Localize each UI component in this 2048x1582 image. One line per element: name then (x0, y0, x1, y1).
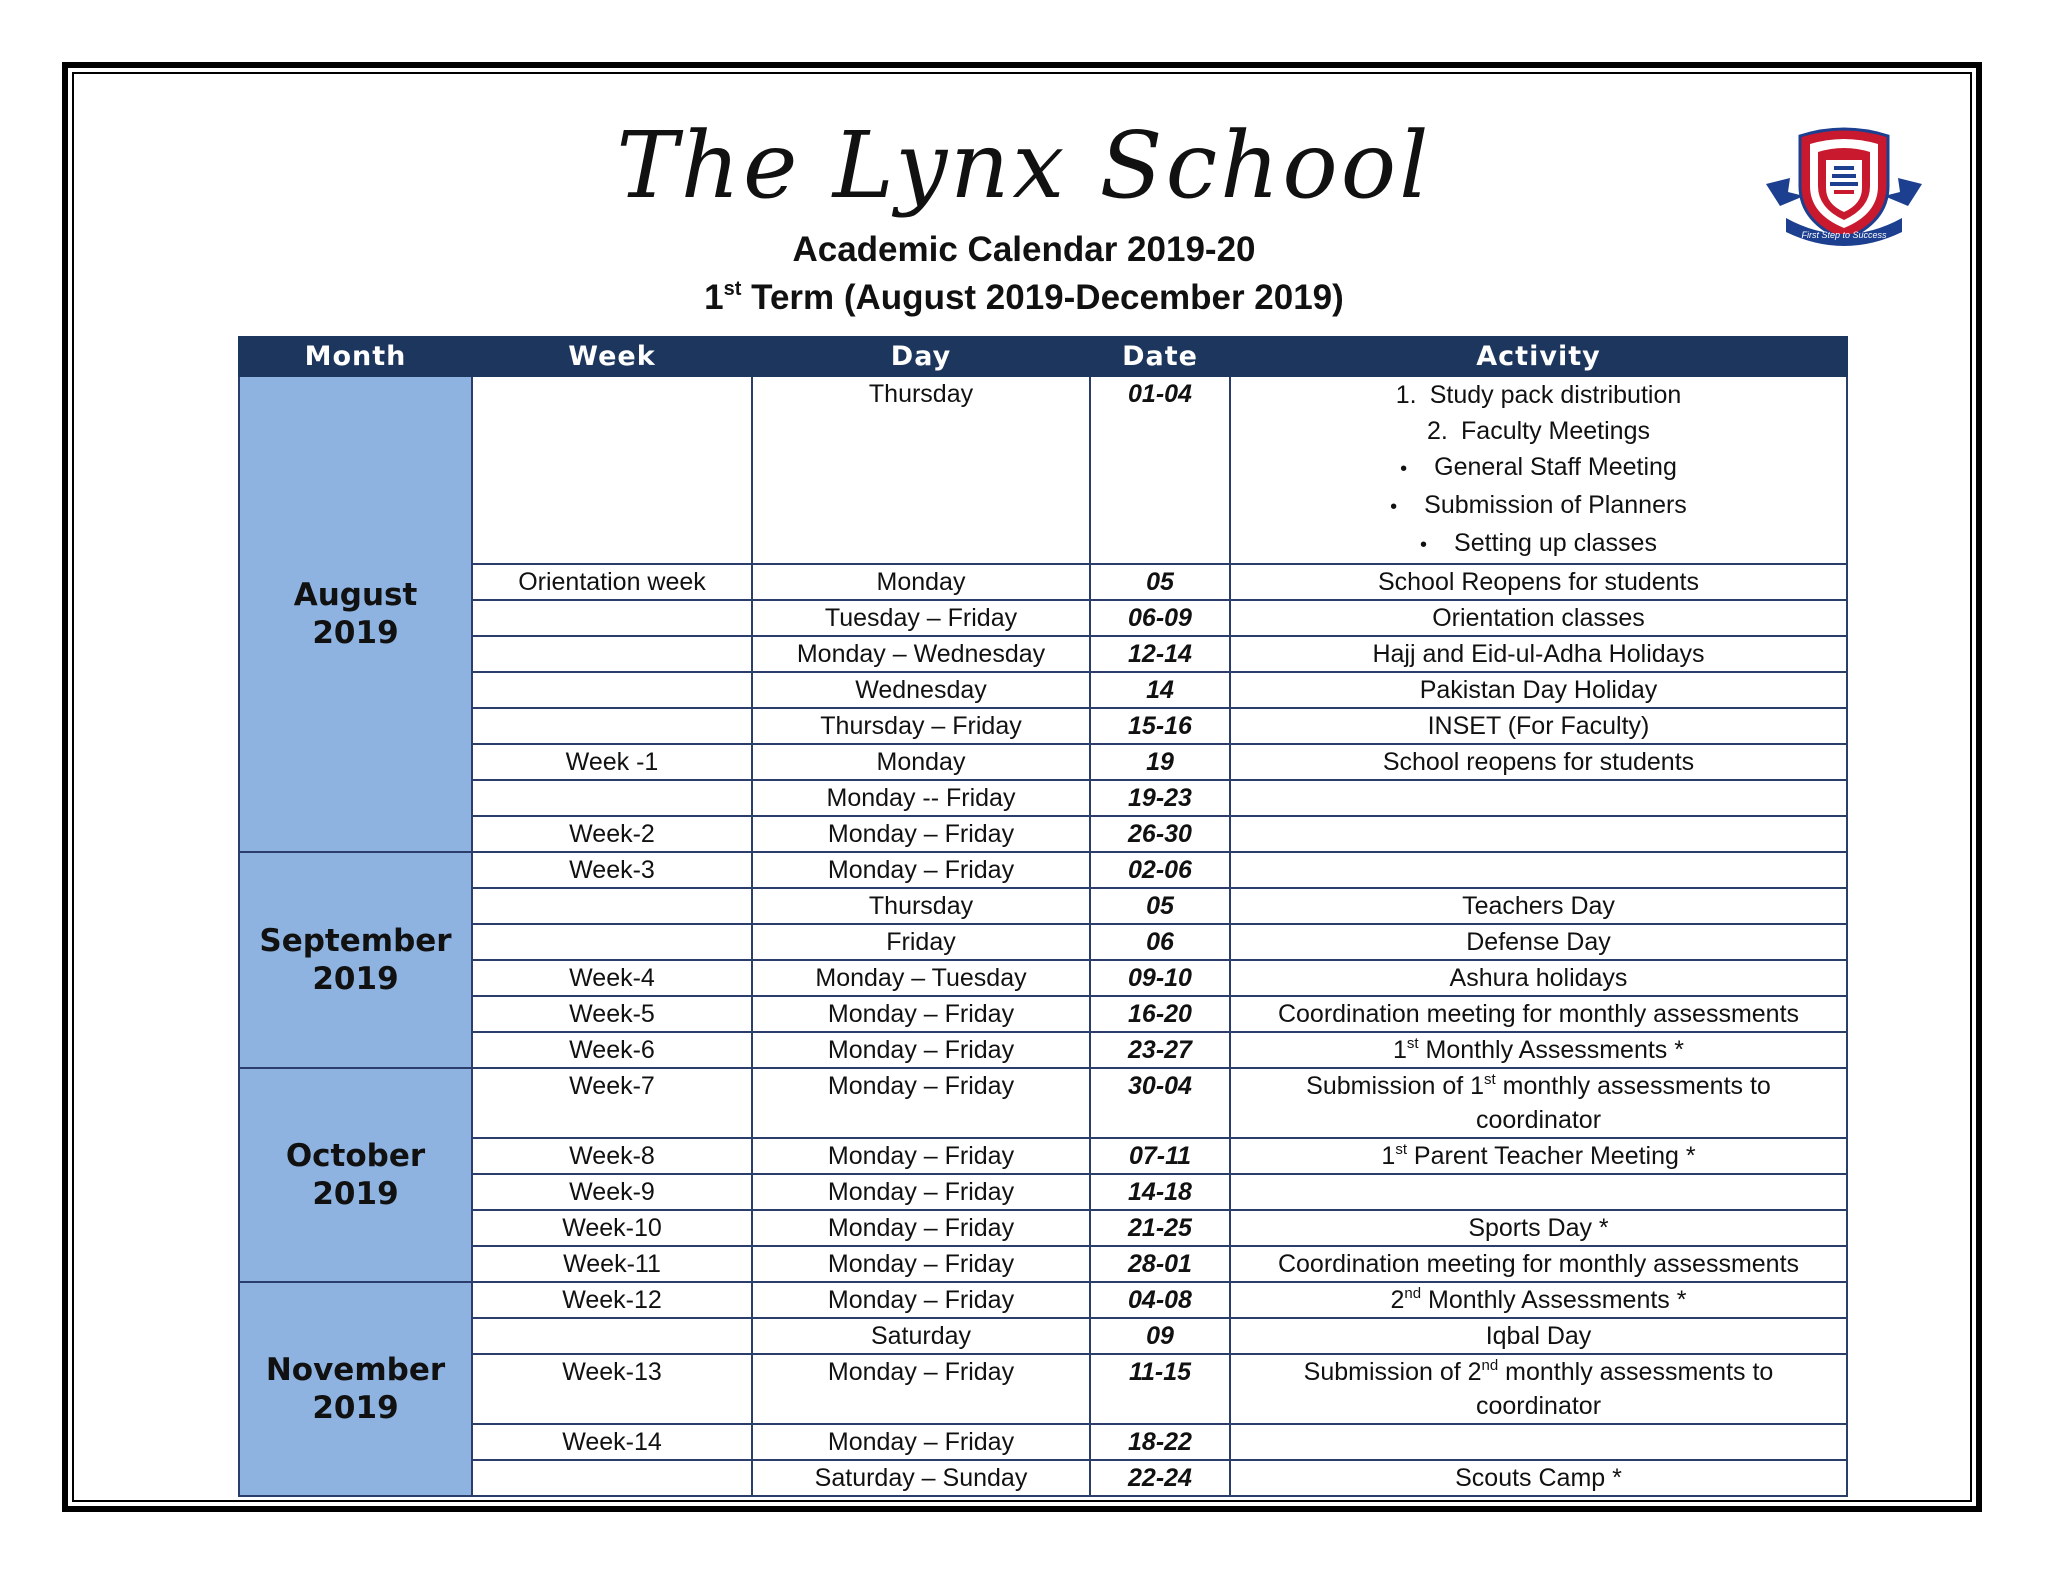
month-name: November (265, 1352, 446, 1388)
ordinal-suffix: st (1484, 1071, 1496, 1088)
day-cell: Monday – Tuesday (752, 960, 1090, 996)
month-year: 2019 (312, 1176, 399, 1212)
activity-list-item (1231, 413, 1846, 449)
table-row (239, 888, 1847, 924)
day-cell: Monday – Friday (752, 1068, 1090, 1138)
bullet-icon: • (1420, 534, 1428, 556)
table-row (239, 1424, 1847, 1460)
logo-motto: First Step to Success (1801, 230, 1887, 240)
table-row (239, 996, 1847, 1032)
week-cell (472, 924, 752, 960)
date-cell: 15-16 (1090, 708, 1230, 744)
activity-cell: Orientation classes (1230, 600, 1847, 636)
activity-cell: Coordination meeting for monthly assessments (1230, 1246, 1847, 1282)
column-header-day: Day (752, 337, 1090, 376)
month-cell-august (239, 376, 472, 852)
activity-list-item (1231, 377, 1846, 413)
activity-cell (1230, 1032, 1847, 1068)
table-row (239, 600, 1847, 636)
activity-list-item (1231, 449, 1846, 487)
activity-cell (1230, 1174, 1847, 1210)
day-cell: Monday – Friday (752, 1174, 1090, 1210)
list-number: 2. (1427, 417, 1448, 445)
table-row (239, 1460, 1847, 1496)
week-cell: Week-6 (472, 1032, 752, 1068)
week-cell: Week-14 (472, 1424, 752, 1460)
table-row (239, 1068, 1847, 1138)
month-year: 2019 (312, 961, 399, 997)
day-cell: Monday -- Friday (752, 780, 1090, 816)
activity-cell: Ashura holidays (1230, 960, 1847, 996)
date-cell: 01-04 (1090, 376, 1230, 564)
bullet-icon: • (1400, 458, 1408, 480)
activity-cell (1230, 1354, 1847, 1424)
day-cell: Monday – Friday (752, 816, 1090, 852)
date-cell: 14 (1090, 672, 1230, 708)
date-cell: 09 (1090, 1318, 1230, 1354)
day-cell: Friday (752, 924, 1090, 960)
week-cell: Week-4 (472, 960, 752, 996)
date-cell: 12-14 (1090, 636, 1230, 672)
date-cell: 07-11 (1090, 1138, 1230, 1174)
day-cell: Monday – Friday (752, 1210, 1090, 1246)
week-cell: Week-5 (472, 996, 752, 1032)
activity-text: 1 (1393, 1036, 1407, 1064)
week-cell (472, 376, 752, 564)
table-row (239, 1282, 1847, 1318)
week-cell: Week-9 (472, 1174, 752, 1210)
activity-list-item (1231, 525, 1846, 563)
bullet-icon: • (1390, 496, 1398, 518)
day-cell: Monday – Wednesday (752, 636, 1090, 672)
week-cell (472, 780, 752, 816)
table-row (239, 960, 1847, 996)
week-cell (472, 600, 752, 636)
date-cell: 28-01 (1090, 1246, 1230, 1282)
date-cell: 30-04 (1090, 1068, 1230, 1138)
day-cell: Monday – Friday (752, 1282, 1090, 1318)
day-cell: Saturday – Sunday (752, 1460, 1090, 1496)
week-cell: Week-3 (472, 852, 752, 888)
activity-text: Monthly Assessments * (1421, 1286, 1687, 1314)
day-cell: Tuesday – Friday (752, 600, 1090, 636)
week-cell: Week-12 (472, 1282, 752, 1318)
list-number: 1. (1395, 381, 1417, 409)
week-cell (472, 1460, 752, 1496)
column-header-date: Date (1090, 337, 1230, 376)
day-cell: Monday (752, 564, 1090, 600)
date-cell: 21-25 (1090, 1210, 1230, 1246)
table-row (239, 816, 1847, 852)
table-row (239, 1032, 1847, 1068)
day-cell: Thursday (752, 888, 1090, 924)
day-cell: Monday – Friday (752, 1246, 1090, 1282)
activity-cell: Hajj and Eid-ul-Adha Holidays (1230, 636, 1847, 672)
list-text: Setting up classes (1454, 529, 1657, 557)
ordinal-suffix: st (1395, 1141, 1407, 1158)
day-cell: Wednesday (752, 672, 1090, 708)
month-name: August (293, 577, 418, 613)
term-text: Term (August 2019-December 2019) (741, 278, 1344, 317)
date-cell: 18-22 (1090, 1424, 1230, 1460)
month-cell-november (239, 1282, 472, 1496)
day-cell: Thursday (752, 376, 1090, 564)
day-cell: Monday – Friday (752, 852, 1090, 888)
term-suffix: st (723, 278, 742, 300)
date-cell: 23-27 (1090, 1032, 1230, 1068)
calendar-table (238, 336, 1848, 1497)
activity-cell (1230, 1068, 1847, 1138)
table-row (239, 1138, 1847, 1174)
activity-cell (1230, 852, 1847, 888)
date-cell: 04-08 (1090, 1282, 1230, 1318)
term-title (0, 278, 2048, 318)
activity-cell (1230, 780, 1847, 816)
week-cell (472, 888, 752, 924)
list-text: Submission of Planners (1424, 491, 1687, 519)
table-row (239, 924, 1847, 960)
week-cell: Week-2 (472, 816, 752, 852)
activity-cell: Coordination meeting for monthly assessments (1230, 996, 1847, 1032)
date-cell: 14-18 (1090, 1174, 1230, 1210)
table-row (239, 1210, 1847, 1246)
day-cell: Monday – Friday (752, 1354, 1090, 1424)
activity-cell (1230, 376, 1847, 564)
list-text: General Staff Meeting (1434, 453, 1677, 481)
activity-line: coordinator (1475, 1106, 1602, 1134)
week-cell: Week-8 (472, 1138, 752, 1174)
table-row (239, 744, 1847, 780)
month-cell-september (239, 852, 472, 1068)
activity-cell (1230, 816, 1847, 852)
calendar-title: Academic Calendar 2019-20 (792, 230, 1256, 269)
table-row (239, 564, 1847, 600)
week-cell: Week -1 (472, 744, 752, 780)
table-row (239, 852, 1847, 888)
activity-text: 2 (1390, 1286, 1405, 1314)
table-row (239, 708, 1847, 744)
week-cell: Week-7 (472, 1068, 752, 1138)
date-cell: 05 (1090, 888, 1230, 924)
activity-cell: School Reopens for students (1230, 564, 1847, 600)
column-header-week: Week (472, 337, 752, 376)
activity-cell (1230, 1138, 1847, 1174)
activity-line (1231, 1069, 1846, 1103)
list-text: Study pack distribution (1429, 381, 1682, 409)
activity-list-item (1231, 487, 1846, 525)
month-year: 2019 (312, 615, 399, 651)
day-cell: Monday – Friday (752, 996, 1090, 1032)
activity-text: 1 (1381, 1142, 1396, 1170)
day-cell: Monday – Friday (752, 1138, 1090, 1174)
day-cell: Monday – Friday (752, 1424, 1090, 1460)
activity-line: coordinator (1475, 1392, 1602, 1420)
week-cell (472, 708, 752, 744)
ordinal-suffix: nd (1481, 1357, 1499, 1374)
table-row (239, 1246, 1847, 1282)
table-row (239, 780, 1847, 816)
week-cell (472, 636, 752, 672)
table-header-row (239, 337, 1847, 376)
column-header-activity: Activity (1230, 337, 1847, 376)
week-cell: Orientation week (472, 564, 752, 600)
date-cell: 22-24 (1090, 1460, 1230, 1496)
activity-cell: Iqbal Day (1230, 1318, 1847, 1354)
date-cell: 05 (1090, 564, 1230, 600)
activity-cell (1230, 1424, 1847, 1460)
week-cell: Week-13 (472, 1354, 752, 1424)
date-cell: 06 (1090, 924, 1230, 960)
table-row (239, 636, 1847, 672)
date-cell: 06-09 (1090, 600, 1230, 636)
month-cell-october (239, 1068, 472, 1282)
day-cell: Saturday (752, 1318, 1090, 1354)
activity-text: Submission of 2 (1303, 1358, 1482, 1386)
activity-cell: INSET (For Faculty) (1230, 708, 1847, 744)
activity-cell: Defense Day (1230, 924, 1847, 960)
month-name: October (285, 1138, 426, 1174)
table-row (239, 1174, 1847, 1210)
activity-text: Submission of 1 (1306, 1072, 1485, 1100)
table-row (239, 672, 1847, 708)
date-cell: 26-30 (1090, 816, 1230, 852)
activity-text: monthly assessments to (1498, 1358, 1774, 1386)
day-cell: Monday (752, 744, 1090, 780)
activity-cell (1230, 1282, 1847, 1318)
date-cell: 19-23 (1090, 780, 1230, 816)
day-cell: Thursday – Friday (752, 708, 1090, 744)
activity-line (1231, 1355, 1846, 1389)
activity-cell: Scouts Camp * (1230, 1460, 1847, 1496)
table-row (239, 1354, 1847, 1424)
activity-cell: Pakistan Day Holiday (1230, 672, 1847, 708)
ordinal-suffix: st (1406, 1035, 1419, 1052)
ordinal-suffix: nd (1404, 1285, 1422, 1302)
term-number: 1 (704, 278, 724, 317)
day-cell: Monday – Friday (752, 1032, 1090, 1068)
table-row (239, 376, 1847, 564)
date-cell: 19 (1090, 744, 1230, 780)
list-text: Faculty Meetings (1461, 417, 1650, 445)
activity-text: monthly assessments to (1495, 1072, 1771, 1100)
activity-cell: Teachers Day (1230, 888, 1847, 924)
activity-cell: Sports Day * (1230, 1210, 1847, 1246)
week-cell: Week-10 (472, 1210, 752, 1246)
date-cell: 09-10 (1090, 960, 1230, 996)
activity-cell: School reopens for students (1230, 744, 1847, 780)
week-cell: Week-11 (472, 1246, 752, 1282)
activity-text: Parent Teacher Meeting * (1406, 1142, 1696, 1170)
date-cell: 02-06 (1090, 852, 1230, 888)
month-name: September (259, 923, 452, 959)
date-cell: 16-20 (1090, 996, 1230, 1032)
week-cell (472, 1318, 752, 1354)
month-year: 2019 (312, 1390, 399, 1426)
table-row (239, 1318, 1847, 1354)
column-header-month: Month (239, 337, 472, 376)
school-name: The Lynx School (616, 112, 1432, 219)
activity-text: Monthly Assessments * (1418, 1036, 1684, 1064)
week-cell (472, 672, 752, 708)
date-cell: 11-15 (1090, 1354, 1230, 1424)
